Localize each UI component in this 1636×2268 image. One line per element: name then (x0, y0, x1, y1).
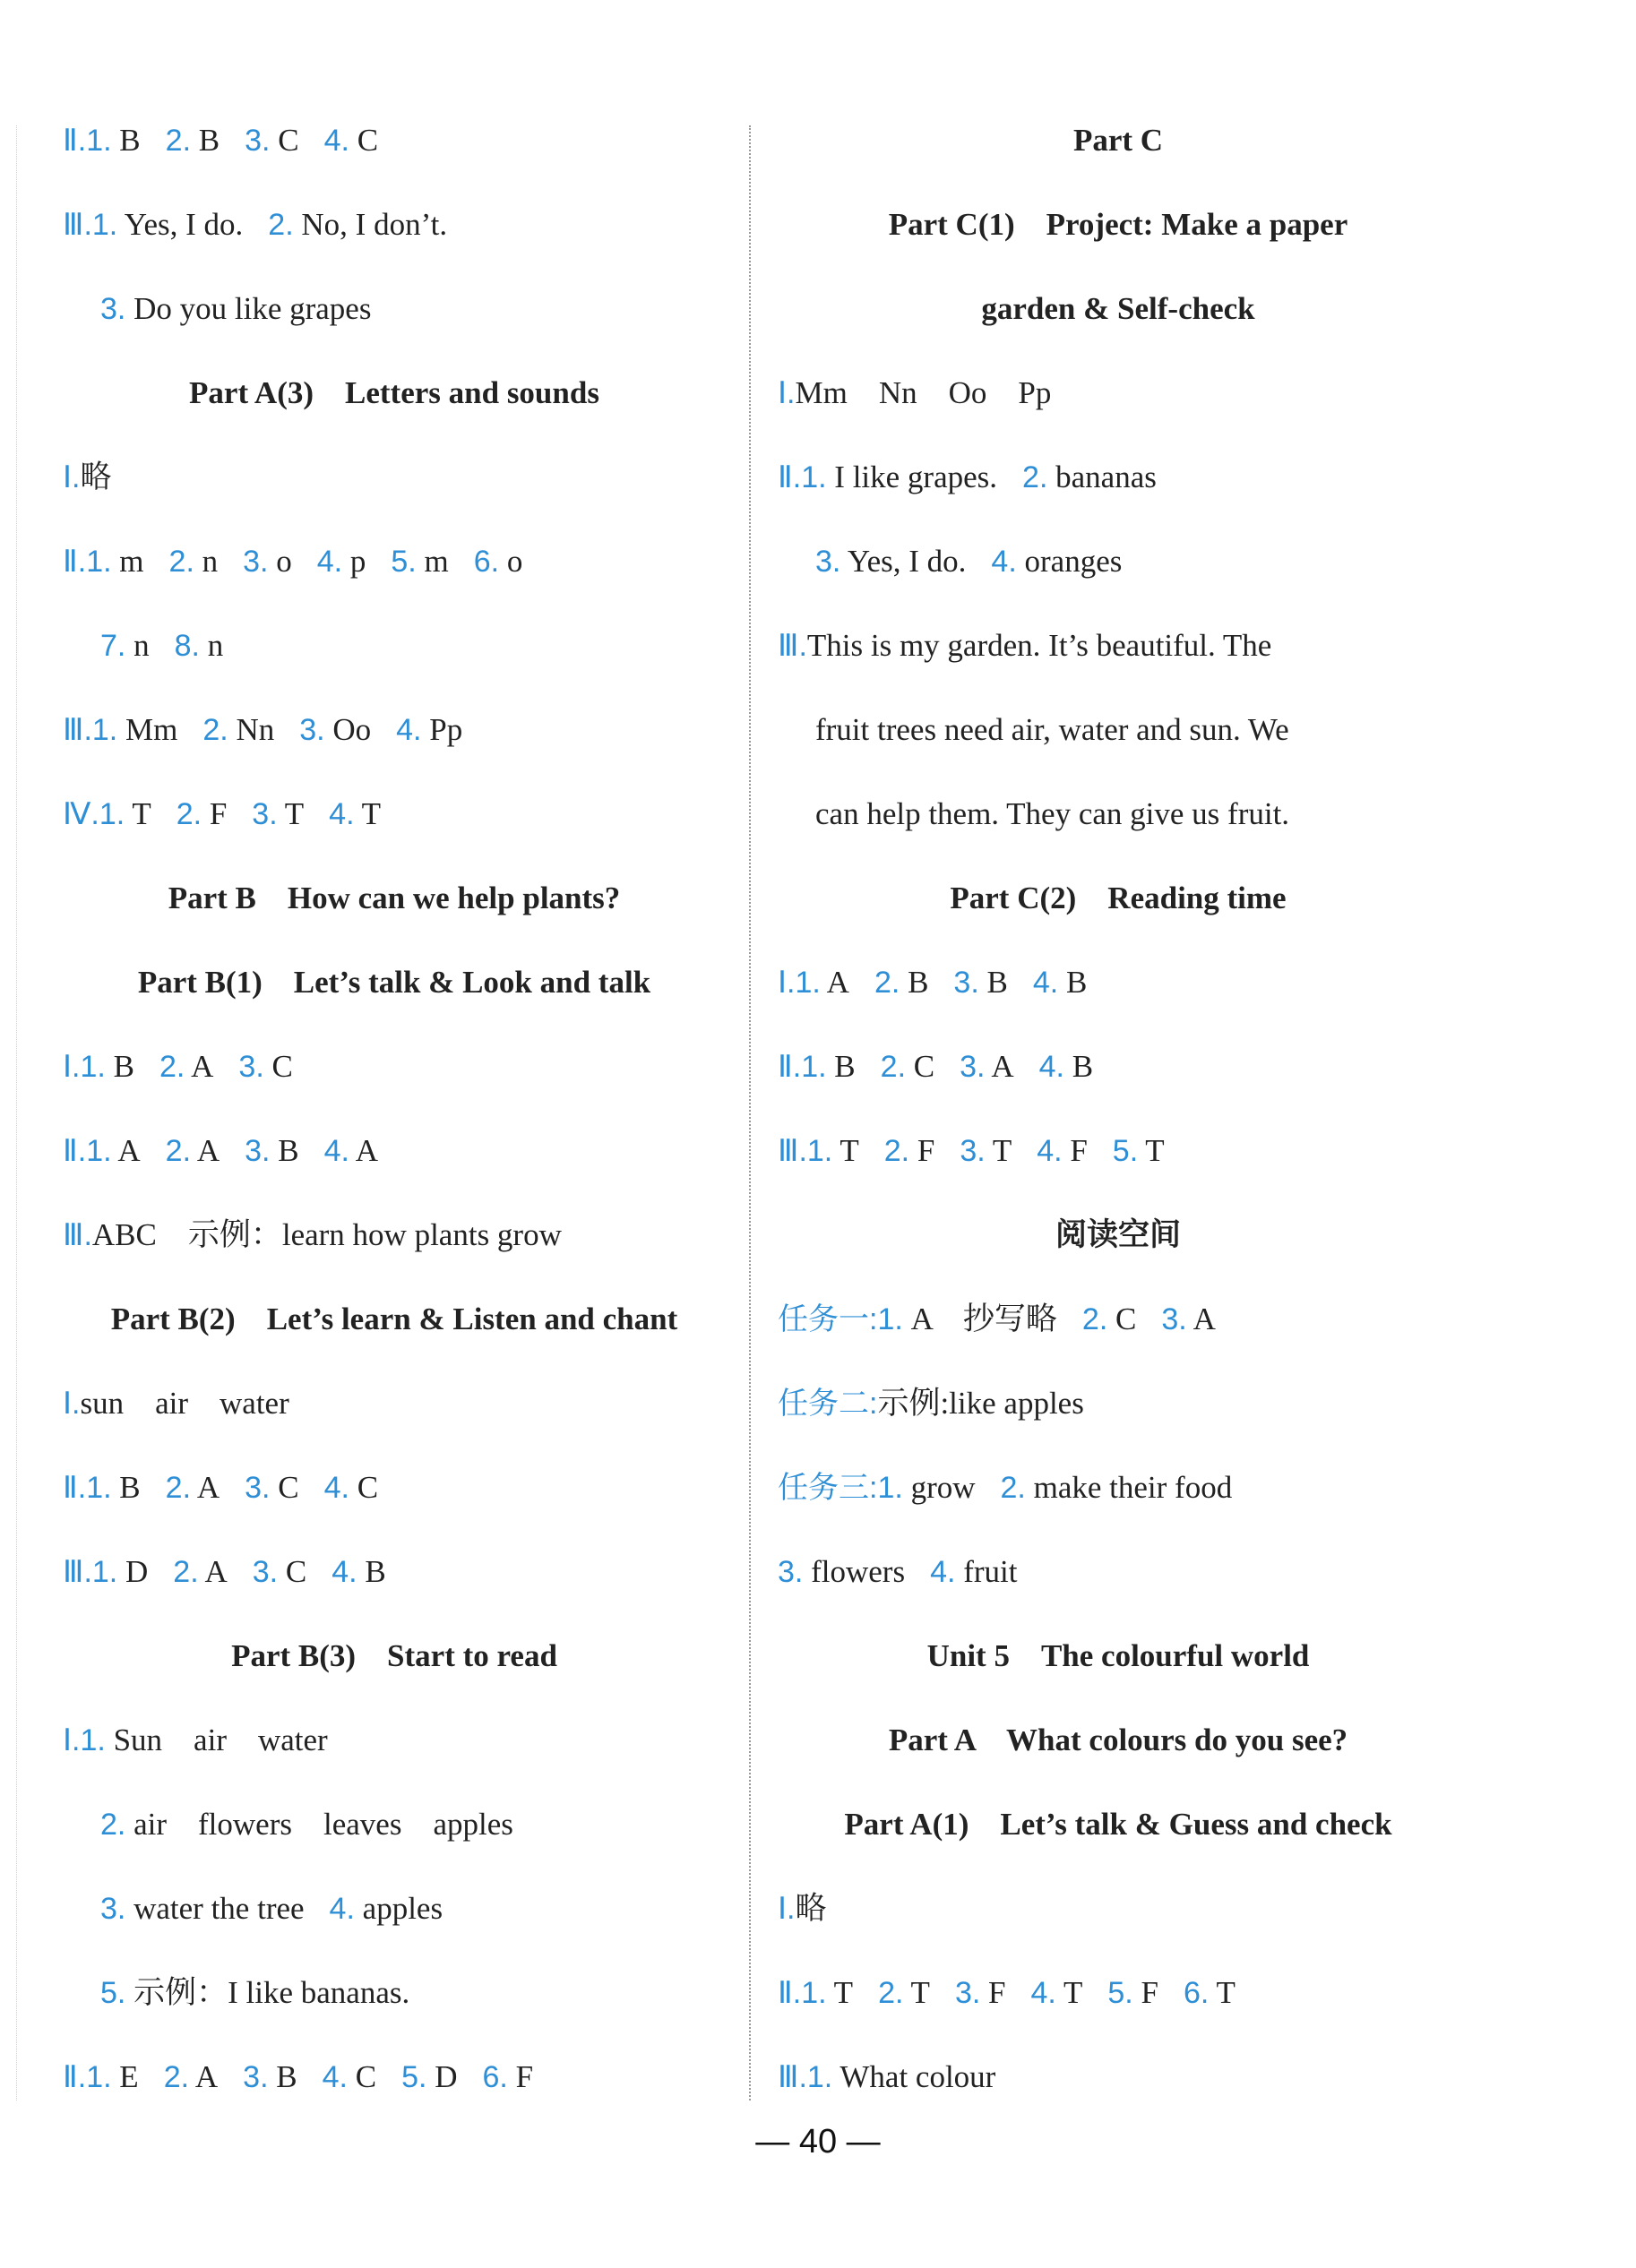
answer-text: I like grapes. (834, 460, 998, 494)
question-number: Ⅲ. (63, 1218, 92, 1252)
answer-line (63, 2035, 533, 2119)
answer-text: A (194, 2059, 219, 2094)
item-number: 2. (1000, 1471, 1026, 1505)
item-number: 4. (323, 1471, 349, 1505)
item-number: 2. (163, 2060, 190, 2094)
item-number: 2. (173, 1555, 199, 1589)
answer-text: A (826, 965, 849, 1000)
answer-text: T (1145, 1133, 1165, 1168)
question-number: Ⅲ. (778, 1134, 807, 1168)
answer-text: F (209, 796, 228, 831)
answer-text: E (119, 2059, 139, 2094)
answer-line (778, 1025, 1093, 1109)
item-number: 4. (991, 545, 1017, 579)
item-number: 1. (80, 1723, 106, 1757)
item-number: 3. (245, 124, 271, 158)
answer-text: Yes, I do. (124, 207, 244, 242)
item-number: 1. (806, 2060, 833, 2094)
answer-line (100, 604, 223, 688)
answer-text: T (840, 1133, 859, 1168)
answer-line (63, 1025, 293, 1109)
left-margin-rule (16, 125, 17, 2100)
question-number: 任务三: (778, 1471, 878, 1505)
item-number: 1. (91, 713, 118, 747)
item-number: 2. (202, 713, 228, 747)
item-number: 3. (1161, 1302, 1187, 1336)
section-heading: garden & Self-check (981, 291, 1255, 326)
item-number: 3. (778, 1555, 804, 1589)
item-number: 2. (878, 1976, 904, 2010)
item-number: 7. (100, 629, 126, 663)
section-heading: Part B(1) Let’s talk & Look and talk (137, 965, 651, 1000)
item-number: 3. (953, 966, 979, 1000)
answer-line (778, 941, 1087, 1025)
answer-line (778, 1530, 1017, 1614)
item-number: 1. (877, 1302, 903, 1336)
question-number: Ⅱ. (63, 124, 87, 158)
question-number: Ⅰ. (63, 1050, 81, 1084)
answer-line (100, 1951, 409, 2035)
question-number: Ⅳ. (63, 797, 99, 831)
section-heading: Part C (1072, 123, 1164, 158)
item-number: 4. (323, 1134, 349, 1168)
question-number: Ⅱ. (778, 1976, 802, 2010)
question-number: Ⅰ. (63, 1723, 81, 1757)
item-number: 3. (100, 292, 126, 326)
section-heading: Unit 5 The colourful world (926, 1638, 1310, 1673)
item-number: 4. (329, 797, 355, 831)
answer-text: A 抄写略 (910, 1302, 1057, 1336)
item-number: 1. (91, 208, 118, 242)
question-number: Ⅱ. (63, 1471, 87, 1505)
item-number: 2. (176, 797, 202, 831)
answer-line (778, 1951, 1236, 2035)
answer-text: 略 (80, 460, 112, 494)
section-heading: Part C(1) Project: Make a paper (888, 207, 1348, 242)
answer-line (778, 1362, 1084, 1446)
answer-text: Oo (332, 712, 372, 747)
answer-text: A (191, 1049, 214, 1084)
answer-text: C (285, 1554, 307, 1589)
answer-text: C (357, 1470, 379, 1505)
item-number: 1. (801, 1050, 827, 1084)
item-number: 5. (391, 545, 417, 579)
answer-line (63, 1362, 289, 1446)
answer-line (63, 1698, 328, 1783)
answer-text: B (119, 123, 141, 158)
answer-text: n (207, 628, 224, 663)
answer-text: fruit trees need air, water and sun. We (815, 712, 1289, 747)
question-number: Ⅲ. (63, 1555, 92, 1589)
question-number: Ⅰ. (778, 1892, 796, 1926)
item-number: 5. (100, 1976, 126, 2010)
item-number: 5. (1112, 1134, 1139, 1168)
item-number: 1. (86, 545, 112, 579)
answer-line (100, 267, 371, 351)
answer-text: A (991, 1049, 1014, 1084)
item-number: 1. (80, 1050, 106, 1084)
answer-text: oranges (1024, 544, 1123, 579)
answer-line (63, 1193, 562, 1277)
answer-line (63, 520, 522, 604)
answer-text: 略 (795, 1891, 827, 1926)
answer-text: F (1070, 1133, 1088, 1168)
answer-text: F (1141, 1975, 1158, 2010)
item-number: 3. (299, 713, 325, 747)
answer-text: 示例：I like bananas. (133, 1975, 410, 2010)
answer-text: A (355, 1133, 379, 1168)
question-number: Ⅰ. (778, 966, 796, 1000)
item-number: 2. (880, 1050, 907, 1084)
answer-text: C (278, 1470, 299, 1505)
column-divider (749, 125, 751, 2100)
item-number: 1. (801, 460, 827, 494)
answer-text: T (910, 1975, 930, 2010)
page-number: — 40 — (755, 2123, 881, 2161)
item-number: 2. (168, 545, 194, 579)
item-number: 4. (930, 1555, 956, 1589)
answer-text: ABC 示例：learn how plants grow (91, 1217, 562, 1252)
answer-text: T (361, 796, 382, 831)
answer-text: T (1216, 1975, 1236, 2010)
answer-text: sun air water (80, 1386, 289, 1421)
question-number: Ⅲ. (778, 2060, 807, 2094)
section-heading: 阅读空间 (1055, 1217, 1181, 1252)
answer-text: Yes, I do. (847, 544, 967, 579)
answer-line (778, 1867, 827, 1951)
answer-text: T (284, 796, 305, 831)
item-number: 5. (1107, 1976, 1133, 2010)
answer-text: Sun air water (113, 1722, 328, 1757)
item-number: 2. (268, 208, 294, 242)
answer-line (63, 772, 381, 856)
item-number: 8. (174, 629, 200, 663)
item-number: 1. (801, 1976, 827, 2010)
item-number: 1. (877, 1471, 903, 1505)
answer-text: What colour (840, 2059, 996, 2094)
item-number: 1. (795, 966, 821, 1000)
item-number: 3. (815, 545, 841, 579)
answer-line (778, 351, 1051, 435)
item-number: 6. (473, 545, 500, 579)
answer-text: o (506, 544, 523, 579)
answer-text: C (271, 1049, 293, 1084)
answer-text: can help them. They can give us fruit. (815, 796, 1290, 831)
answer-line (100, 1783, 513, 1867)
question-number: Ⅰ. (63, 1387, 81, 1421)
answer-line (778, 604, 1271, 688)
answer-text: T (1063, 1975, 1083, 2010)
answer-text: m (119, 544, 144, 579)
answer-text: D (435, 2059, 458, 2094)
answer-text: D (125, 1554, 149, 1589)
answer-text: B (1072, 1049, 1094, 1084)
answer-text: Mm Nn Oo Pp (795, 375, 1052, 410)
section-heading: Part B(2) Let’s learn & Listen and chant (110, 1302, 678, 1336)
item-number: 3. (252, 1555, 279, 1589)
answer-line (63, 688, 462, 772)
answer-text: m (424, 544, 449, 579)
section-heading: Part B(3) Start to read (231, 1638, 557, 1673)
question-number: Ⅰ. (63, 460, 81, 494)
answer-line (778, 2035, 995, 2119)
answer-text: F (988, 1975, 1006, 2010)
answer-text: B (198, 123, 220, 158)
item-number: 2. (1081, 1302, 1108, 1336)
answer-text: T (132, 796, 151, 831)
question-number: 任务二: (778, 1387, 878, 1421)
item-number: 3. (238, 1050, 264, 1084)
answer-text: No, I don’t. (301, 207, 448, 242)
answer-text: T (992, 1133, 1012, 1168)
answer-text: B (278, 1133, 299, 1168)
answer-text: A (196, 1470, 220, 1505)
answer-text: Do you like grapes (133, 291, 372, 326)
section-heading: Part B How can we help plants? (168, 881, 621, 915)
answer-text: C (278, 123, 299, 158)
item-number: 4. (322, 2060, 348, 2094)
item-number: 2. (883, 1134, 910, 1168)
section-heading: Part A(1) Let’s talk & Guess and check (844, 1807, 1392, 1842)
answer-text: p (349, 544, 366, 579)
item-number: 3. (960, 1050, 986, 1084)
item-number: 6. (1183, 1976, 1210, 2010)
answer-text: n (133, 628, 150, 663)
item-number: 3. (245, 1471, 271, 1505)
answer-text: B (1066, 965, 1088, 1000)
answer-text: o (276, 544, 292, 579)
item-number: 1. (86, 1134, 112, 1168)
item-number: 2. (1022, 460, 1048, 494)
answer-text: air flowers leaves apples (133, 1807, 513, 1842)
item-number: 3. (243, 545, 269, 579)
item-number: 4. (329, 1892, 355, 1926)
answer-text: This is my garden. It’s beautiful. The (806, 628, 1272, 663)
item-number: 3. (100, 1892, 126, 1926)
answer-text: flowers (811, 1554, 906, 1589)
question-number: Ⅱ. (63, 1134, 87, 1168)
question-number: Ⅱ. (778, 460, 802, 494)
question-number: Ⅰ. (778, 376, 796, 410)
item-number: 2. (159, 1050, 185, 1084)
answer-line (100, 1867, 443, 1951)
item-number: 4. (316, 545, 343, 579)
answer-text: water the tree (133, 1891, 305, 1926)
answer-text: F (917, 1133, 935, 1168)
item-number: 4. (323, 124, 349, 158)
item-number: 4. (396, 713, 422, 747)
answer-text: grow (910, 1470, 976, 1505)
question-number: 任务一: (778, 1302, 878, 1336)
answer-text: T (833, 1975, 854, 2010)
answer-line (778, 1109, 1165, 1193)
answer-line (815, 772, 1289, 856)
section-heading: Part A What colours do you see? (888, 1722, 1348, 1757)
item-number: 1. (86, 2060, 112, 2094)
item-number: 3. (243, 2060, 269, 2094)
item-number: 3. (252, 797, 278, 831)
answer-text: B (986, 965, 1008, 1000)
question-number: Ⅱ. (778, 1050, 802, 1084)
answer-line (63, 1109, 378, 1193)
item-number: 4. (1030, 1976, 1056, 2010)
item-number: 4. (1038, 1050, 1064, 1084)
answer-text: C (913, 1049, 935, 1084)
question-number: Ⅲ. (63, 713, 92, 747)
answer-text: make their food (1033, 1470, 1233, 1505)
item-number: 3. (960, 1134, 986, 1168)
item-number: 3. (245, 1134, 271, 1168)
item-number: 1. (806, 1134, 833, 1168)
question-number: Ⅱ. (63, 545, 87, 579)
answer-text: F (515, 2059, 534, 2094)
answer-line (778, 1446, 1232, 1530)
item-number: 4. (1037, 1134, 1063, 1168)
answer-line (778, 435, 1157, 520)
answer-text: B (908, 965, 929, 1000)
answer-text: C (357, 123, 379, 158)
answer-text: n (202, 544, 219, 579)
item-number: 3. (954, 1976, 981, 2010)
item-number: 1. (86, 124, 112, 158)
answer-line (815, 520, 1122, 604)
item-number: 4. (332, 1555, 357, 1589)
item-number: 2. (165, 1471, 192, 1505)
section-heading: Part C(2) Reading time (950, 881, 1287, 915)
answer-text: B (276, 2059, 297, 2094)
answer-text: C (1115, 1302, 1137, 1336)
answer-line (63, 435, 112, 520)
item-number: 5. (401, 2060, 427, 2094)
answer-line (63, 1446, 378, 1530)
answer-text: Mm (125, 712, 178, 747)
answer-text: 示例:like apples (877, 1386, 1084, 1421)
item-number: 4. (1032, 966, 1059, 1000)
item-number: 1. (91, 1555, 118, 1589)
answer-line (63, 183, 447, 267)
answer-text: B (834, 1049, 856, 1084)
answer-text: B (365, 1554, 386, 1589)
answer-text: apples (362, 1891, 443, 1926)
answer-line (778, 1277, 1216, 1362)
item-number: 6. (482, 2060, 508, 2094)
item-number: 1. (86, 1471, 112, 1505)
item-number: 2. (874, 966, 900, 1000)
section-heading: Part A(3) Letters and sounds (189, 375, 599, 410)
answer-text: Nn (236, 712, 275, 747)
question-number: Ⅱ. (63, 2060, 87, 2094)
answer-text: C (355, 2059, 377, 2094)
answer-text: bananas (1055, 460, 1157, 494)
item-number: 2. (165, 124, 192, 158)
item-number: 2. (165, 1134, 192, 1168)
answer-text: B (113, 1049, 134, 1084)
answer-line (815, 688, 1289, 772)
item-number: 2. (100, 1808, 126, 1842)
answer-text: A (196, 1133, 220, 1168)
answer-text: B (119, 1470, 141, 1505)
question-number: Ⅲ. (778, 629, 807, 663)
item-number: 1. (99, 797, 125, 831)
answer-text: fruit (963, 1554, 1018, 1589)
answer-text: A (1193, 1302, 1216, 1336)
answer-text: A (117, 1133, 141, 1168)
question-number: Ⅲ. (63, 208, 92, 242)
answer-text: A (204, 1554, 228, 1589)
answer-text: Pp (429, 712, 463, 747)
answer-line (63, 99, 378, 183)
answer-line (63, 1530, 386, 1614)
